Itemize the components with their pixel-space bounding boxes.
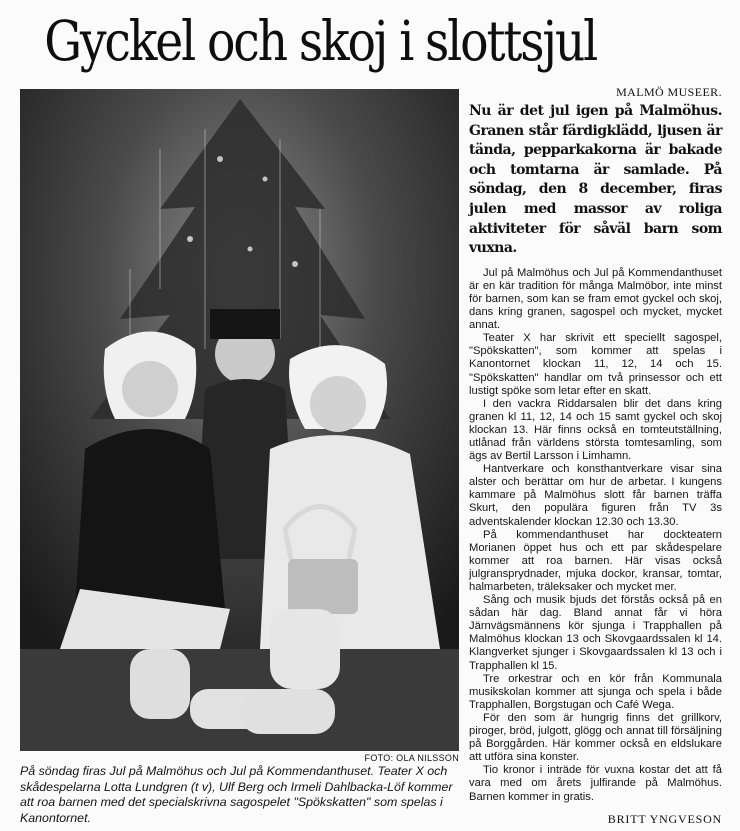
body-paragraph: Hantverkare och konsthantverkare visar sina alster och berättar om hur de arbetar. I kungens kammare på Malmöhus slott får barnen träffa Skurt, den populära figuren från TV 3s adventskalender klockan 12.30 och 13.30. — [469, 463, 722, 528]
article-body — [469, 267, 722, 804]
body-paragraph: I den vackra Riddarsalen blir det dans kring granen kl 11, 12, 14 och 15 samt gyckel och skoj klockan 13. Här finns också en tomteutställning, utlånad från världens största tomtesamling, som ägs av Bertil Larsson i Limhamn. — [469, 397, 722, 463]
photo-illustration — [20, 89, 459, 751]
body-paragraph: Teater X har skrivit ett speciellt sagospel, "Spökskatten", som kommer att spelas i Kanontornet klockan 11, 12, 14 och 15. "Spökskatten" handlar om två prinsessor och ett lustigt spöke som letar efter en skatt. — [469, 332, 722, 397]
body-paragraph: Tre orkestrar och en kör från Kommunala musikskolan kommer att sjunga och spela i både Trapphallen, Borgstugan och Café Wega. — [469, 672, 722, 711]
body-paragraph: Sång och musik bjuds det förstås också på en sådan här dag. Bland annat får vi höra Järnvägsmännens kör sjunga i Trapphallen på Malmöhus klockan 13 och Skovgaardssalen kl 14. Klangverket sjunger i Skovgaardssalen kl 13 och i Trapphallen kl 15. — [469, 594, 722, 672]
lead-paragraph: Nu är det jul igen på Malmöhus. Granen står färdigklädd, ljusen är tända, pepparkakorna är bakade och tomtarna är samlade. På söndag, den 8 december, firas julen med massor av roliga aktiviteter för såväl barn som vuxna. — [469, 103, 722, 257]
body-paragraph: Tio kronor i inträde för vuxna kostar det att få vara med om årets julfirande på Malmöhus. Barnen kommer in gratis. — [469, 764, 722, 803]
article-photo — [20, 89, 459, 751]
byline: BRITT YNGVESON — [607, 811, 722, 826]
photo-caption: På söndag firas Jul på Malmöhus och Jul på Kommendanthuset. Teater X och skådespelarna Lotta Lundgren (t v), Ulf Berg och Irmeli Dahlbacka-Löf kommer att roa barnen med det specialskrivna sagospelet "Spökskatten" som spelas i Kanontornet. — [20, 764, 453, 825]
dateline: MALMÖ MUSEER. — [616, 85, 722, 99]
body-paragraph: På kommendanthuset har dockteatern Morianen öppet hus och ett par skådespelare kommer att roa barnen. Här visas också julgransprydnader, mjuka dockor, kransar, tomtar, halmarbeten, träleksaker och mycket mer. — [469, 528, 722, 593]
headline: Gyckel och skoj i slottsjul — [44, 9, 597, 73]
body-paragraph: Jul på Malmöhus och Jul på Kommendanthuset är en kär tradition för många Malmöbor, inte minst för barnen, som kan se fram emot gyckel och skoj, dans kring granen, sagospel och mycket, mycket annat. — [469, 266, 722, 332]
body-paragraph: För den som är hungrig finns det grillkorv, piroger, bröd, julgott, glögg och annat till försäljning på Borggården. Här kommer också en eldslukare att utföra sina konster. — [469, 711, 722, 764]
photo-credit: FOTO: OLA NILSSON — [364, 753, 459, 763]
article-column — [469, 85, 722, 827]
